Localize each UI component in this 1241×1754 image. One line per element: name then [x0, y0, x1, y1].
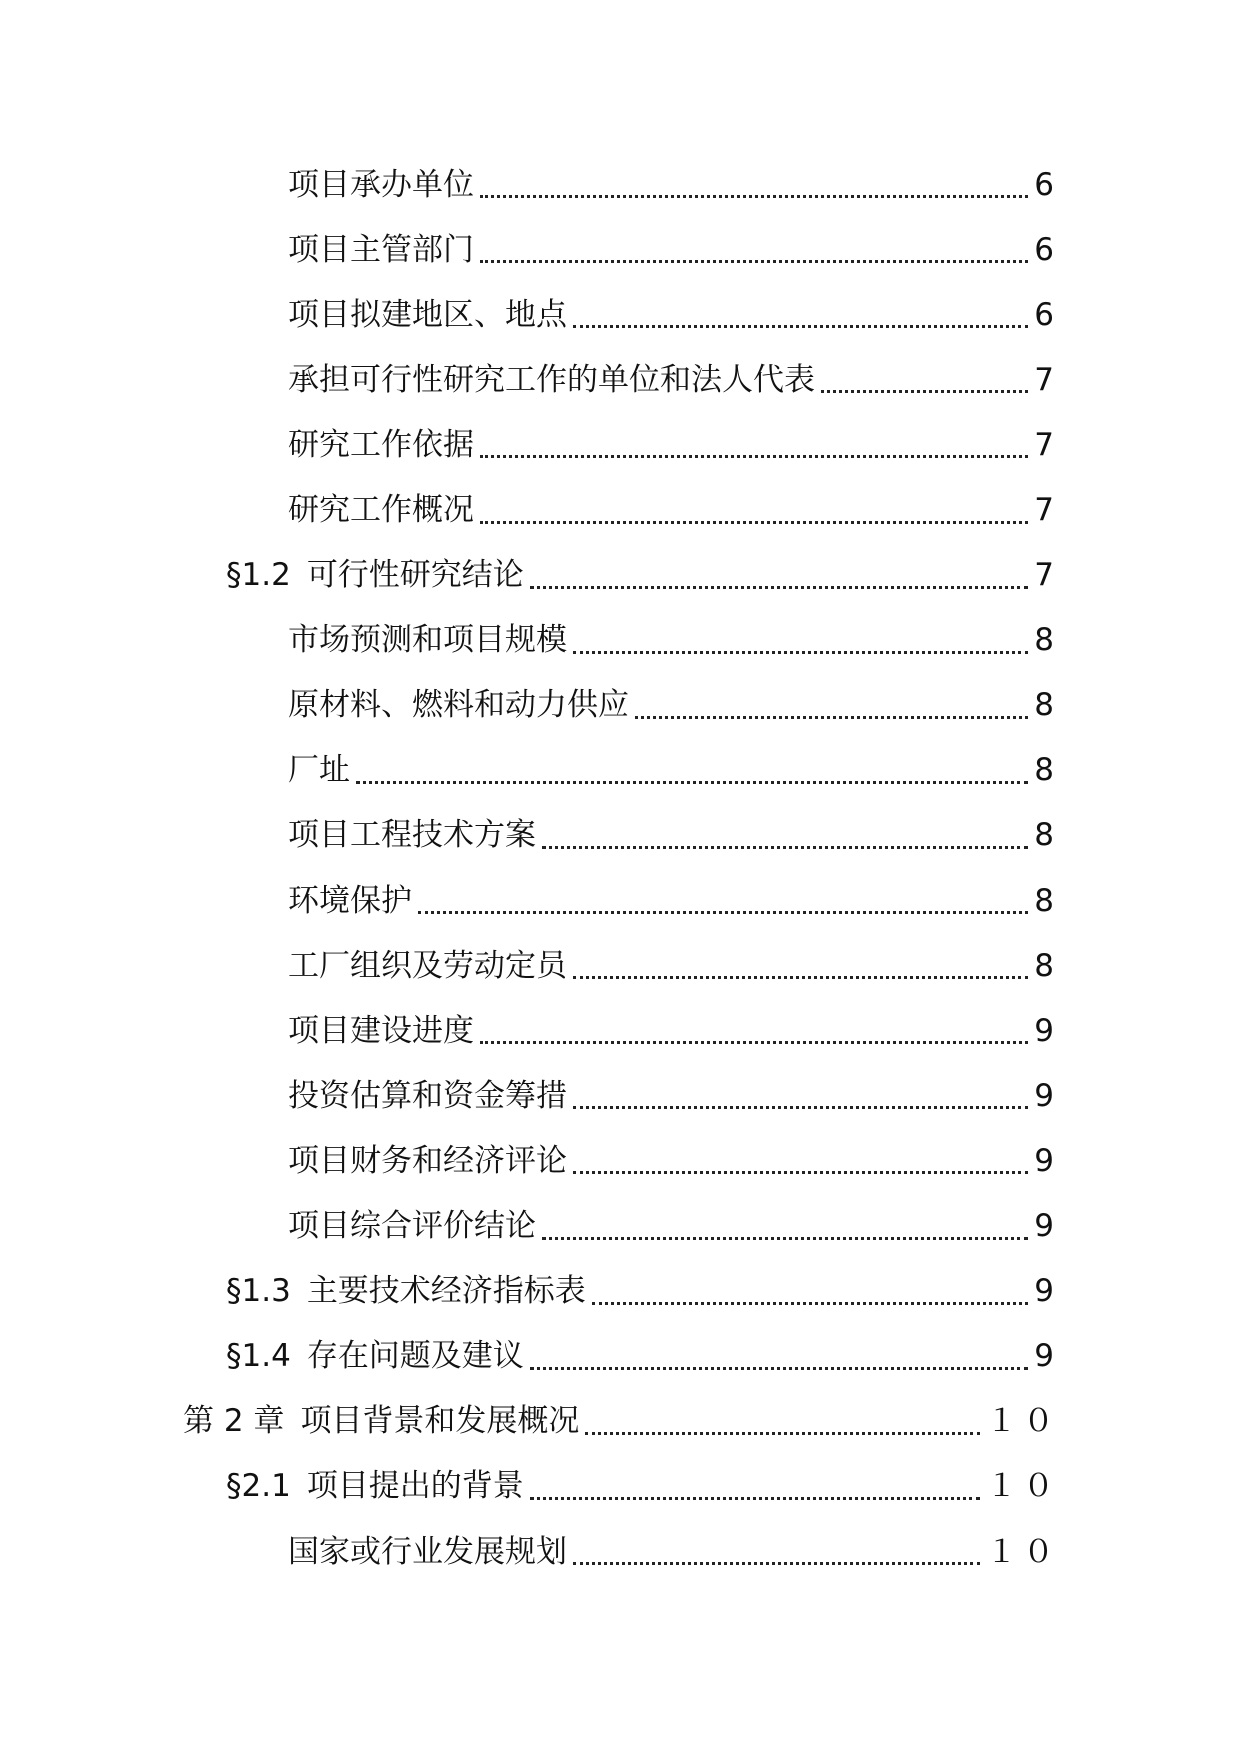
toc-entry[interactable] [0, 543, 1060, 608]
toc-entry-title: 厂址 [288, 752, 350, 789]
toc-entry-title: 项目主管部门 [288, 231, 474, 268]
toc-entry[interactable] [0, 868, 1060, 933]
dot-leader [542, 1237, 1028, 1240]
dot-leader [592, 1302, 1028, 1305]
dot-leader [635, 716, 1028, 719]
toc-entry-label [288, 165, 474, 205]
dot-leader [480, 260, 1028, 263]
toc-entry-title: 项目建设进度 [288, 1012, 474, 1049]
toc-entry-title: 项目背景和发展概况 [300, 1403, 580, 1440]
dot-leader [530, 1497, 980, 1500]
toc-entry-title: 承担可行性研究工作的单位和法人代表 [288, 361, 815, 398]
toc-entry-label [288, 815, 536, 855]
dot-leader [573, 1106, 1028, 1109]
dot-leader [585, 1432, 980, 1435]
toc-entry[interactable] [0, 347, 1060, 412]
toc-entry[interactable] [0, 282, 1060, 347]
toc-entry-label [288, 1076, 567, 1116]
toc-entry-label [288, 620, 567, 660]
toc-entry-label [288, 1206, 536, 1246]
toc-entry-page-number: 9 [1034, 1077, 1060, 1114]
toc-entry-number: §1.4 [226, 1338, 291, 1375]
toc-entry-label [288, 946, 567, 986]
toc-entry-title: 可行性研究结论 [306, 557, 524, 594]
toc-entry-label [288, 750, 350, 790]
toc-entry-page-number: 6 [1034, 166, 1060, 203]
toc-entry[interactable] [0, 1389, 1060, 1454]
dot-leader [573, 1562, 980, 1565]
toc-entry-page-number: 9 [1034, 1338, 1060, 1375]
dot-leader [821, 390, 1028, 393]
toc-entry-label [288, 360, 815, 400]
dot-leader [480, 195, 1028, 198]
toc-entry[interactable] [0, 673, 1060, 738]
toc-entry-page-number: 8 [1034, 817, 1060, 854]
toc-entry[interactable] [0, 933, 1060, 998]
toc-entry[interactable] [0, 412, 1060, 477]
toc-entry-page-number: 8 [1034, 622, 1060, 659]
toc-entry[interactable] [0, 152, 1060, 217]
toc-entry-label [288, 230, 474, 270]
toc-entry-label [288, 1532, 567, 1572]
toc-entry-page-number: 7 [1034, 361, 1060, 398]
toc-entry-title: 项目承办单位 [288, 166, 474, 203]
toc-entry-title: 项目提出的背景 [306, 1468, 524, 1505]
toc-entry-number: 第 2 章 [183, 1403, 285, 1440]
toc-entry-page-number: 9 [1034, 1208, 1060, 1245]
toc-entry-label [288, 881, 412, 921]
dot-leader [530, 586, 1028, 589]
toc-entry-title: 研究工作概况 [288, 492, 474, 529]
toc-entry-number: §2.1 [226, 1468, 291, 1505]
toc-entry-page-number: １０ [986, 1533, 1060, 1570]
toc-entry[interactable] [0, 1194, 1060, 1259]
toc-entry[interactable] [0, 1063, 1060, 1128]
toc-entry[interactable] [0, 803, 1060, 868]
dot-leader [480, 1041, 1028, 1044]
dot-leader [573, 1171, 1028, 1174]
toc-entry-label [288, 1141, 567, 1181]
toc-entry-page-number: 7 [1034, 492, 1060, 529]
toc-entry[interactable] [0, 477, 1060, 542]
table-of-contents [0, 152, 1241, 1584]
toc-entry-page-number: 6 [1034, 296, 1060, 333]
toc-entry-number: §1.3 [226, 1273, 291, 1310]
toc-entry-label [226, 1271, 586, 1311]
toc-entry-page-number: 8 [1034, 687, 1060, 724]
toc-entry-page-number: 7 [1034, 426, 1060, 463]
toc-entry-page-number: 6 [1034, 231, 1060, 268]
toc-entry-page-number: １０ [986, 1403, 1060, 1440]
toc-entry-title: 工厂组织及劳动定员 [288, 947, 567, 984]
toc-entry-page-number: 8 [1034, 882, 1060, 919]
dot-leader [480, 455, 1028, 458]
toc-entry-title: 投资估算和资金筹措 [288, 1077, 567, 1114]
toc-entry-page-number: 8 [1034, 947, 1060, 984]
toc-entry-label [288, 490, 474, 530]
toc-entry-title: 研究工作依据 [288, 426, 474, 463]
toc-entry-label [226, 1466, 524, 1506]
toc-entry[interactable] [0, 998, 1060, 1063]
toc-entry-page-number: 7 [1034, 557, 1060, 594]
toc-entry[interactable] [0, 1128, 1060, 1193]
toc-entry-page-number: １０ [986, 1468, 1060, 1505]
toc-entry-title: 项目拟建地区、地点 [288, 296, 567, 333]
toc-entry-label [288, 1011, 474, 1051]
toc-entry-page-number: 9 [1034, 1273, 1060, 1310]
dot-leader [480, 521, 1028, 524]
toc-entry-title: 项目综合评价结论 [288, 1208, 536, 1245]
toc-entry-label [226, 1336, 524, 1376]
toc-entry-label [288, 685, 629, 725]
dot-leader [530, 1367, 1028, 1370]
dot-leader [418, 911, 1028, 914]
toc-entry[interactable] [0, 608, 1060, 673]
toc-entry-title: 环境保护 [288, 882, 412, 919]
toc-entry-label [288, 295, 567, 335]
toc-entry-page-number: 9 [1034, 1012, 1060, 1049]
toc-entry[interactable] [0, 1519, 1060, 1584]
toc-entry-page-number: 8 [1034, 752, 1060, 789]
toc-entry[interactable] [0, 1454, 1060, 1519]
dot-leader [356, 781, 1028, 784]
toc-entry-title: 主要技术经济指标表 [306, 1273, 586, 1310]
toc-entry-label [183, 1401, 579, 1441]
toc-entry[interactable] [0, 1259, 1060, 1324]
toc-entry-label [226, 555, 524, 595]
toc-entry-title: 项目工程技术方案 [288, 817, 536, 854]
toc-entry[interactable] [0, 217, 1060, 282]
dot-leader [573, 651, 1028, 654]
toc-entry-title: 国家或行业发展规划 [288, 1533, 567, 1570]
toc-entry-label [288, 425, 474, 465]
toc-entry-title: 原材料、燃料和动力供应 [288, 687, 629, 724]
dot-leader [573, 976, 1028, 979]
toc-entry-title: 项目财务和经济评论 [288, 1142, 567, 1179]
dot-leader [542, 846, 1028, 849]
toc-entry-page-number: 9 [1034, 1142, 1060, 1179]
dot-leader [573, 325, 1028, 328]
toc-entry-title: 市场预测和项目规模 [288, 622, 567, 659]
toc-entry[interactable] [0, 738, 1060, 803]
toc-entry[interactable] [0, 1324, 1060, 1389]
toc-entry-title: 存在问题及建议 [306, 1338, 524, 1375]
toc-entry-number: §1.2 [226, 557, 291, 594]
